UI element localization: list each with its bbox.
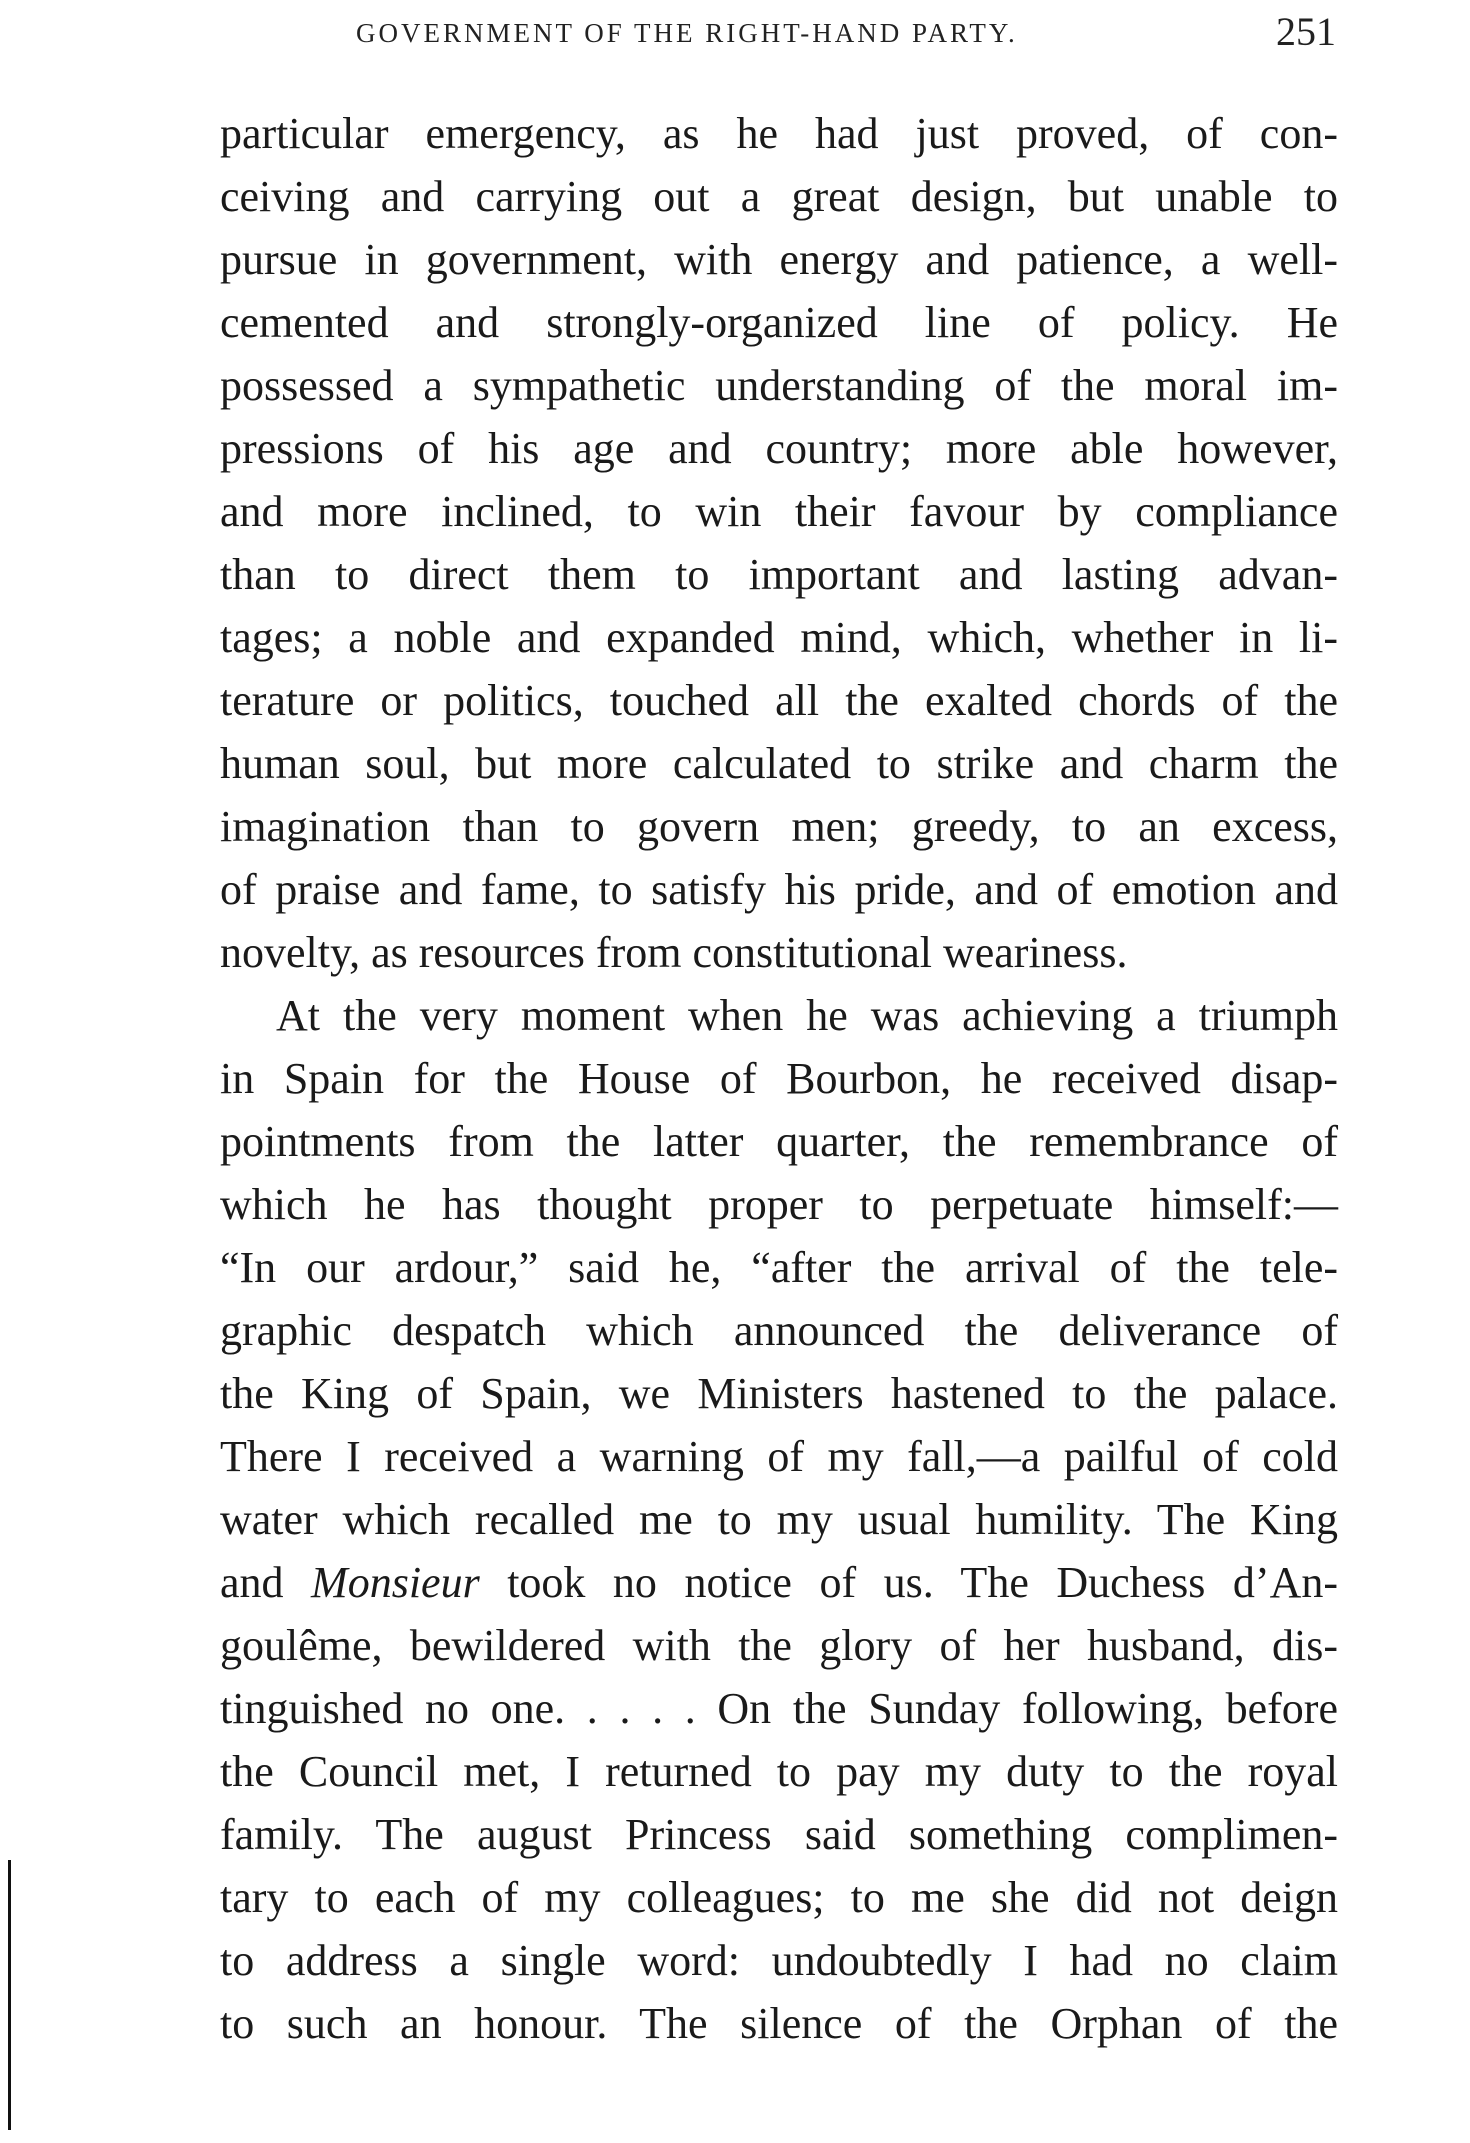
text-line: and more inclined, to win their favour by compliance [220, 487, 1338, 536]
text-line: ceiving and carrying out a great design, but unable to [220, 172, 1338, 221]
text-line: “In our ardour,” said he, “after the arrival of the tele- [220, 1243, 1338, 1292]
text-line: in Spain for the House of Bourbon, he received disap- [220, 1054, 1338, 1103]
text-line: human soul, but more calculated to strike and charm the [220, 739, 1338, 788]
text-line: the King of Spain, we Ministers hastened to the palace. [220, 1369, 1338, 1418]
margin-scan-mark [8, 1860, 11, 2130]
text-line: and Monsieur took no notice of us. The Duchess d’An- [220, 1558, 1339, 1607]
text-line: to address a single word: undoubtedly I had no claim [220, 1936, 1338, 1985]
paragraph-1 [220, 102, 1338, 984]
text-line: which he has thought proper to perpetuate himself:— [220, 1180, 1338, 1229]
text-line: to such an honour. The silence of the Orphan of the [220, 1999, 1338, 2048]
running-head [220, 9, 1338, 64]
text-line: At the very moment when he was achieving a triumph [276, 991, 1338, 1040]
text-line: pointments from the latter quarter, the remembrance of [220, 1117, 1338, 1166]
text-line: cemented and strongly-organized line of policy. He [220, 298, 1338, 347]
text-line: pursue in government, with energy and patience, a well- [220, 235, 1338, 284]
running-title: GOVERNMENT OF THE RIGHT-HAND PARTY. [356, 18, 1018, 48]
text-line: imagination than to govern men; greedy, to an excess, [220, 802, 1338, 851]
text-line: graphic despatch which announced the deliverance of [220, 1306, 1338, 1355]
text-line: terature or politics, touched all the exalted chords of the [220, 676, 1338, 725]
text-line: the Council met, I returned to pay my duty to the royal [220, 1747, 1338, 1796]
text-line: pressions of his age and country; more able however, [220, 424, 1338, 473]
text-line: tages; a noble and expanded mind, which, whether in li- [220, 613, 1338, 662]
text-line: particular emergency, as he had just proved, of con- [220, 109, 1338, 158]
text-line: tinguished no one. . . . . On the Sunday following, before [220, 1684, 1338, 1733]
text-line: of praise and fame, to satisfy his pride, and of emotion and [220, 865, 1338, 914]
body-text [220, 102, 1338, 2055]
text-line: than to direct them to important and lasting advan- [220, 550, 1338, 599]
text-line: There I received a warning of my fall,—a pailful of cold [220, 1432, 1338, 1481]
text-line: water which recalled me to my usual humility. The King [220, 1495, 1338, 1544]
paragraph-2 [220, 984, 1338, 2055]
text-line: family. The august Princess said something complimen- [220, 1810, 1338, 1859]
text-line: tary to each of my colleagues; to me she did not deign [220, 1873, 1338, 1922]
text-line: possessed a sympathetic understanding of the moral im- [220, 361, 1338, 410]
page-number: 251 [1276, 9, 1336, 54]
text-line: goulême, bewildered with the glory of her husband, dis- [220, 1621, 1338, 1670]
text-line: novelty, as resources from constitutional weariness. [220, 928, 1128, 977]
